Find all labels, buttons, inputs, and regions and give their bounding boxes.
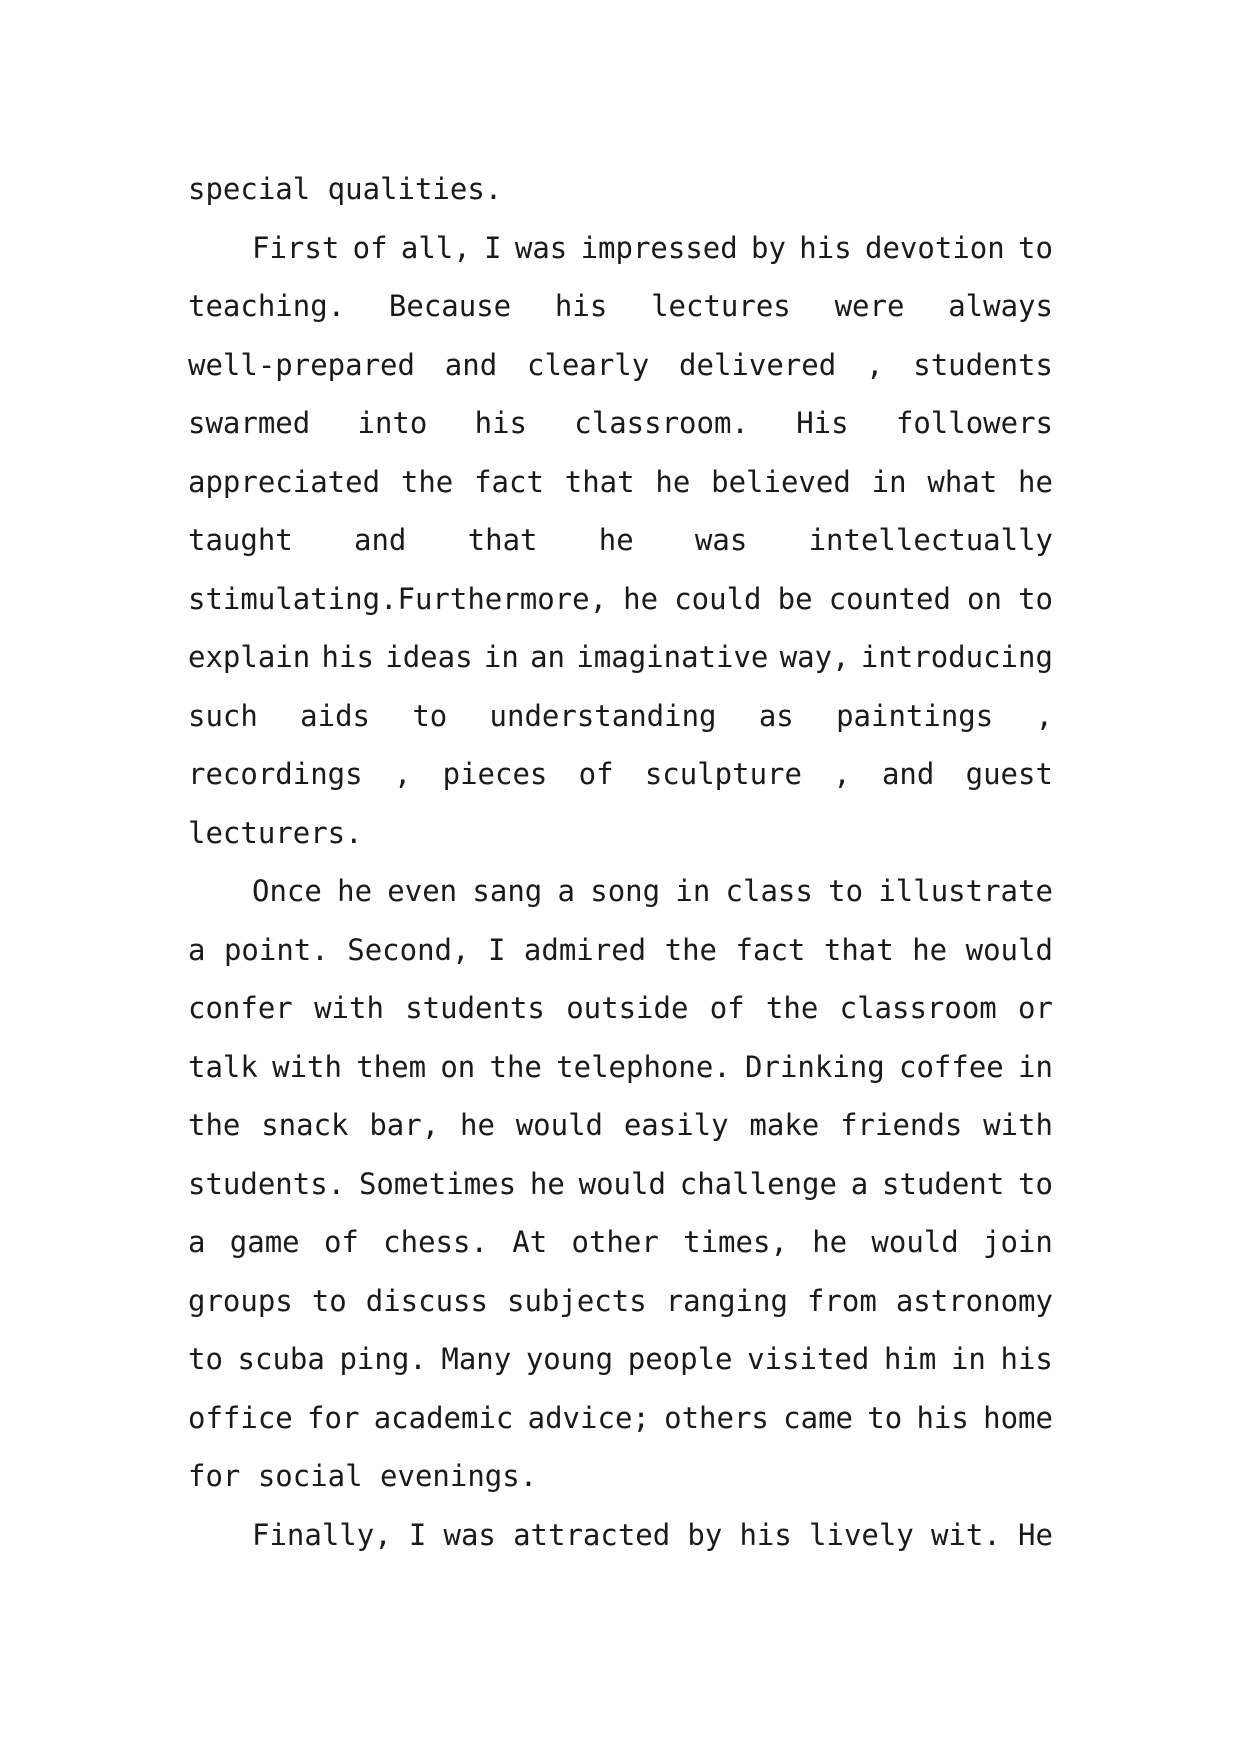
text-line: well-prepared and clearly delivered , students [188,347,1053,382]
text-line: such aids to understanding as paintings , [188,698,1053,733]
text-line: for social evenings. [188,1459,538,1493]
text-line: special qualities. [188,172,503,206]
text-line: Once he even sang a song in class to illustrate [252,874,1053,908]
text-line: the snack bar, he would easily make friends with [188,1108,1053,1142]
body-text [188,160,1053,1564]
text-line: swarmed into his classroom. His followers [188,406,1053,440]
text-line: to scuba ping. Many young people visited him in his [188,1342,1053,1376]
text-line: students. Sometimes he would challenge a student to [188,1166,1053,1201]
text-line: taught and that he was intellectually [188,523,1053,557]
text-line: confer with students outside of the classroom or [188,991,1053,1025]
text-line: First of all, I was impressed by his devotion to [252,230,1053,265]
text-line: a point. Second, I admired the fact that he would [188,932,1053,967]
text-line: explain his ideas in an imaginative way, introducing [188,640,1053,674]
text-line: stimulating.Furthermore, he could be counted on to [188,581,1053,616]
text-line: groups to discuss subjects ranging from astronomy [188,1283,1053,1318]
text-line: a game of chess. At other times, he would join [188,1225,1053,1259]
text-line: office for academic advice; others came to his home [188,1400,1053,1435]
text-line: recordings , pieces of sculpture , and guest [188,757,1053,791]
text-line: teaching. Because his lectures were always [188,289,1053,323]
text-line: talk with them on the telephone. Drinking coffee in [188,1049,1053,1084]
text-line: appreciated the fact that he believed in what he [188,464,1053,499]
text-line: lecturers. [188,815,363,850]
text-line: Finally, I was attracted by his lively wit. He [252,1517,1053,1552]
